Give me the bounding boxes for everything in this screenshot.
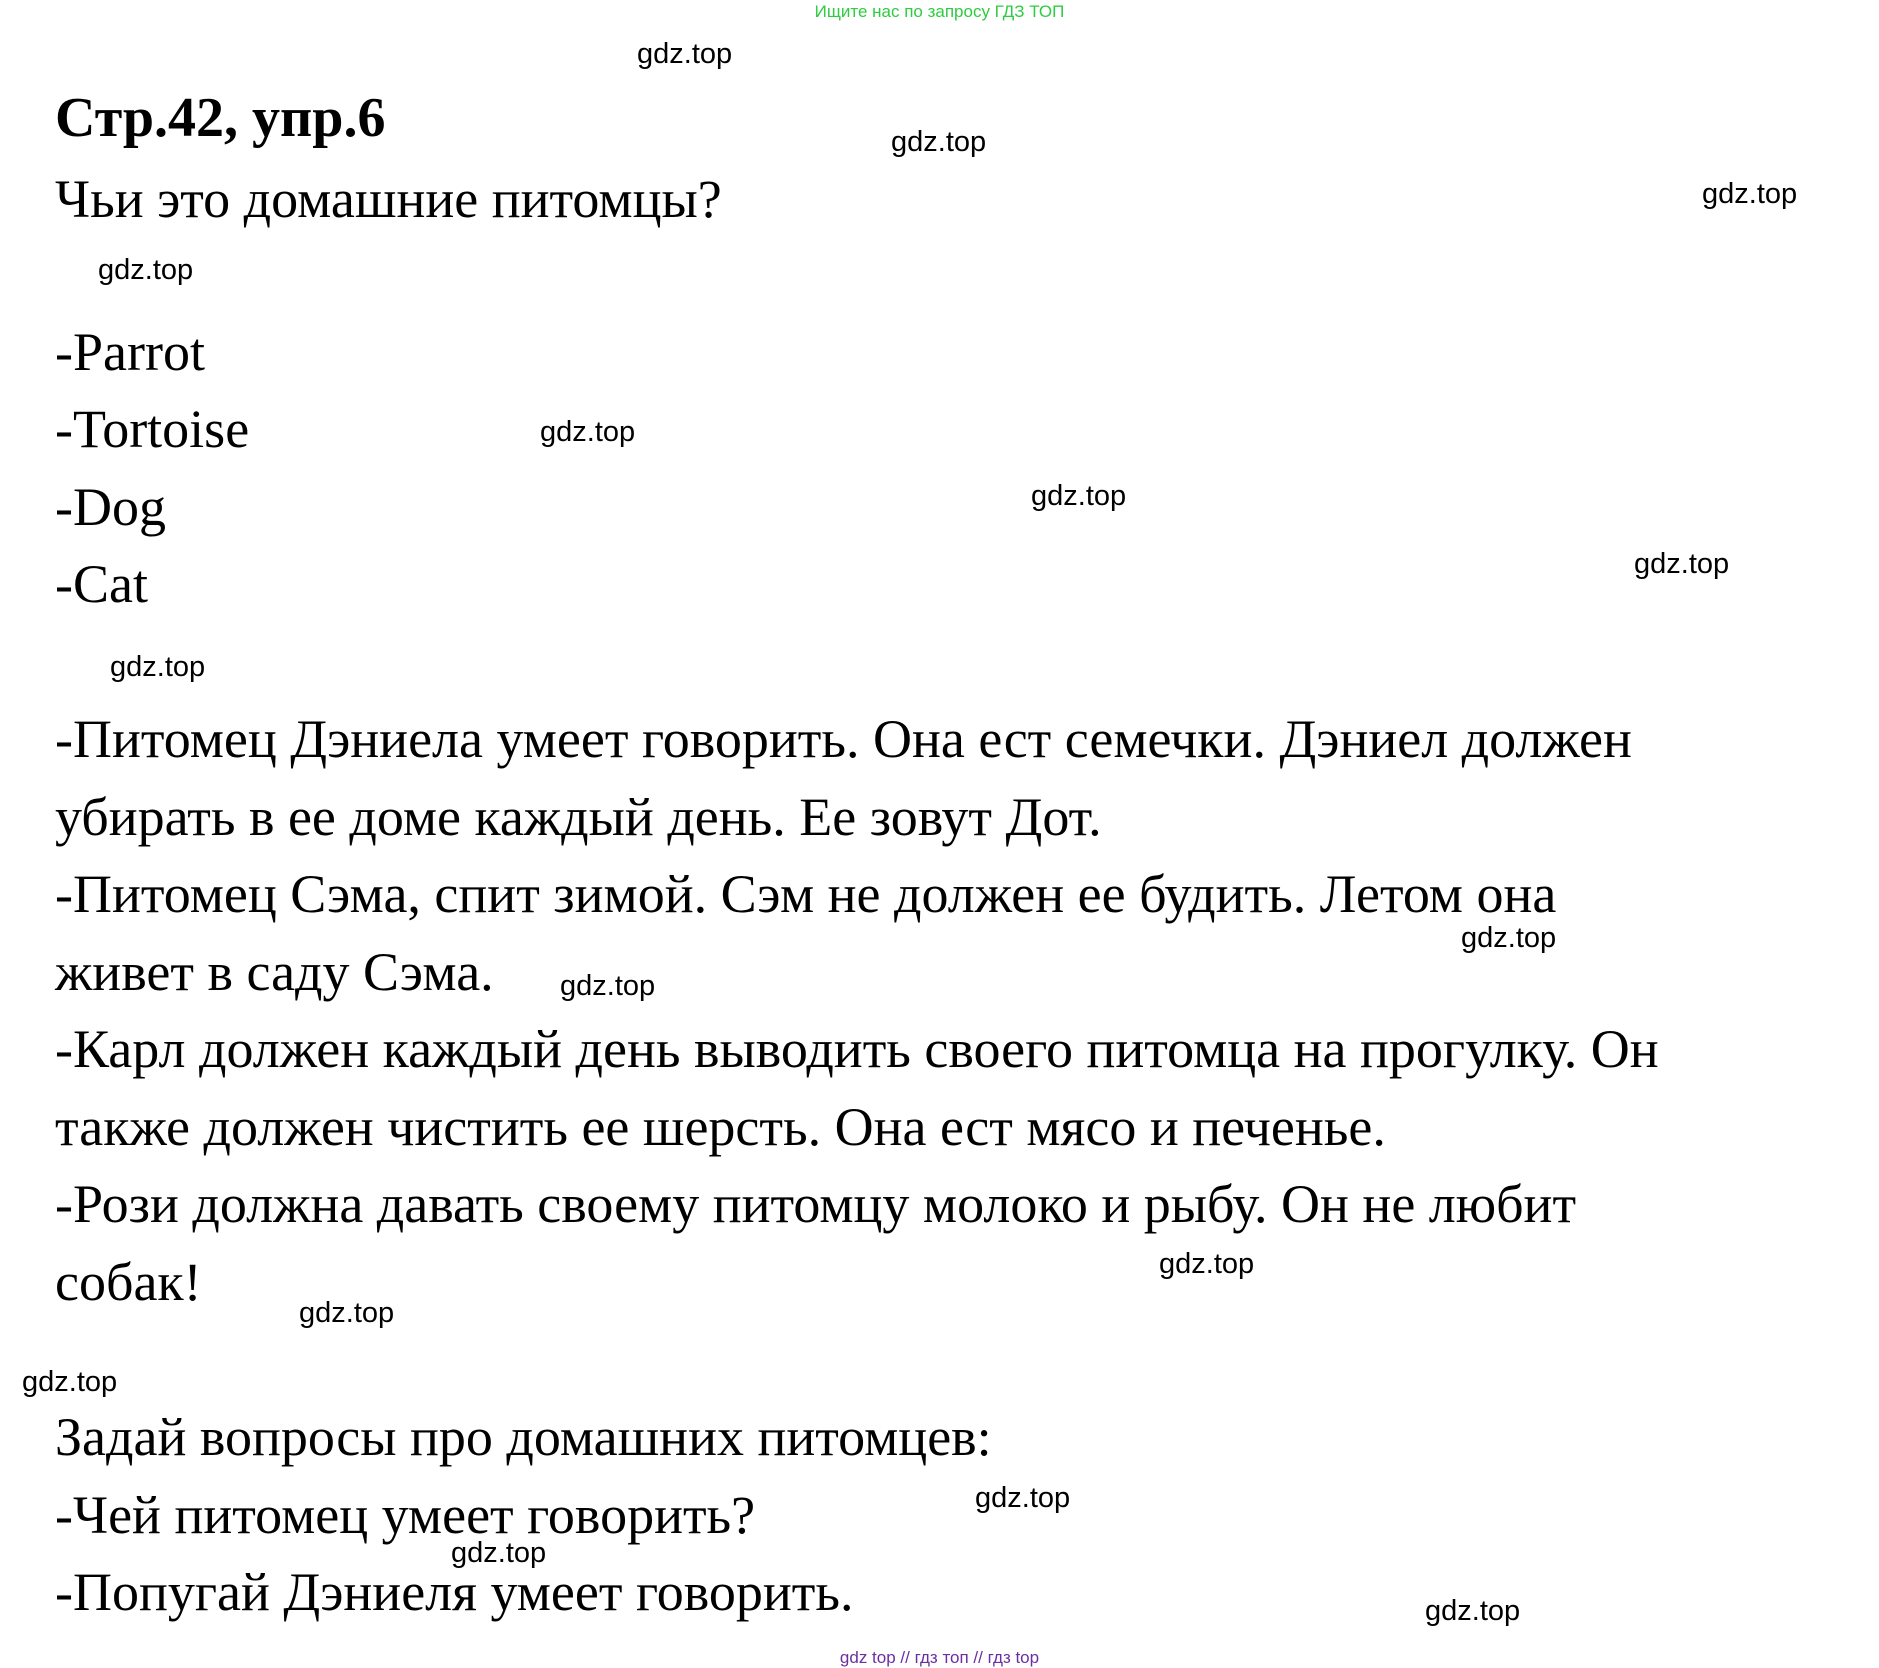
pet-item: -Parrot — [55, 322, 205, 382]
paragraph-line: также должен чистить ее шерсть. Она ест мясо и печенье. — [55, 1097, 1386, 1157]
pet-item: -Cat — [55, 554, 148, 614]
watermark: gdz.top — [540, 416, 636, 448]
watermark: gdz.top — [560, 970, 656, 1002]
watermark: gdz.top — [1634, 548, 1730, 580]
pet-item: -Tortoise — [55, 399, 250, 459]
bottom-banner: gdz top // гдз топ // гдз top — [839, 1648, 1040, 1667]
qa-line: -Чей питомец умеет говорить? — [55, 1485, 756, 1545]
paragraph-line: -Рози должна давать своему питомцу молоко и рыбу. Он не любит — [55, 1174, 1577, 1234]
watermark: gdz.top — [975, 1482, 1071, 1514]
paragraph-line: -Карл должен каждый день выводить своего питомца на прогулку. Он — [55, 1019, 1659, 1079]
watermark: gdz.top — [110, 651, 206, 683]
paragraph-line: -Питомец Сэма, спит зимой. Сэм не должен ее будить. Летом она — [55, 864, 1557, 924]
watermark: gdz.top — [1461, 922, 1557, 954]
watermark: gdz.top — [1702, 178, 1798, 210]
watermark: gdz.top — [22, 1366, 118, 1398]
top-banner: Ищите нас по запросу ГДЗ ТОП — [814, 2, 1065, 21]
watermark: gdz.top — [891, 126, 987, 158]
watermark: gdz.top — [637, 38, 733, 70]
watermark: gdz.top — [451, 1537, 547, 1569]
task-prompt: Задай вопросы про домашних питомцев: — [55, 1407, 992, 1467]
paragraph-line: живет в саду Сэма. — [55, 942, 494, 1002]
watermark: gdz.top — [1031, 480, 1127, 512]
page-title: Стр.42, упр.6 — [55, 87, 386, 149]
paragraph-line: -Питомец Дэниела умеет говорить. Она ест семечки. Дэниел должен — [55, 709, 1632, 769]
question: Чьи это домашние питомцы? — [55, 169, 722, 229]
watermark: gdz.top — [299, 1297, 395, 1329]
paragraph-line: убирать в ее доме каждый день. Ее зовут Дот. — [55, 787, 1102, 847]
qa-line: -Попугай Дэниеля умеет говорить. — [55, 1562, 854, 1622]
watermark: gdz.top — [98, 254, 194, 286]
pet-item: -Dog — [55, 477, 166, 537]
watermark: gdz.top — [1159, 1248, 1255, 1280]
watermark: gdz.top — [1425, 1595, 1521, 1627]
paragraph-line: собак! — [55, 1252, 202, 1312]
